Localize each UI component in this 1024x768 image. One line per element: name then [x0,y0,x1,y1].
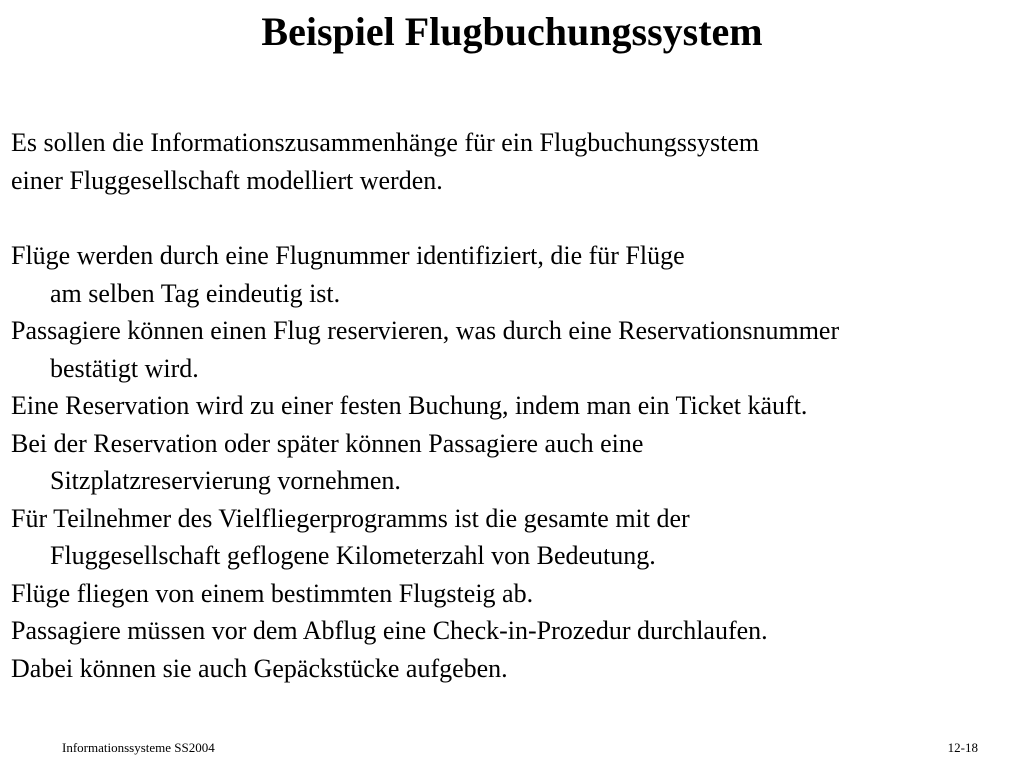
list-item-line: Für Teilnehmer des Vielfliegerprogramms ist die gesamte mit der [11,503,690,533]
list-item-line: Flüge werden durch eine Flugnummer identifiziert, die für Flüge [11,241,685,270]
footer-course: Informationssysteme SS2004 [62,740,215,755]
list-item [11,500,1016,575]
list-item-line: Eine Reservation wird zu einer festen Buchung, indem man ein Ticket käuft. [11,391,808,420]
list-item-line: Passagiere müssen vor dem Abflug eine Check-in-Prozedur durchlaufen. [11,616,768,645]
list-item [11,312,1016,387]
list-item-line: Dabei können sie auch Gepäckstücke aufgeben. [11,653,508,683]
list-item-continuation: Fluggesellschaft geflogene Kilometerzahl von Bedeutung. [50,541,656,570]
list-item [11,650,1016,688]
list-item [11,237,1016,312]
list-item-continuation: bestätigt wird. [50,353,199,383]
list-item-line: Bei der Reservation oder später können Passagiere auch eine [11,428,644,458]
list-item [11,425,1016,500]
list-item-line: Passagiere können einen Flug reservieren, was durch eine Reservationsnummer [11,316,840,345]
intro-line: Es sollen die Informationszusammenhänge für ein Flugbuchungssystem [11,128,760,157]
list-item-continuation: am selben Tag eindeutig ist. [50,278,341,308]
list-item-continuation: Sitzplatzreservierung vornehmen. [50,466,401,495]
list-item [11,387,1016,425]
slide-title: Beispiel Flugbuchungssystem [261,9,763,54]
footer-page-number: 12-18 [947,740,978,755]
intro-line: einer Fluggesellschaft modelliert werden. [11,165,443,195]
requirements-list [11,237,1016,687]
intro-paragraph [11,124,1011,199]
list-item [11,612,1016,650]
list-item [11,575,1016,613]
list-item-line: Flüge fliegen von einem bestimmten Flugsteig ab. [11,578,534,608]
